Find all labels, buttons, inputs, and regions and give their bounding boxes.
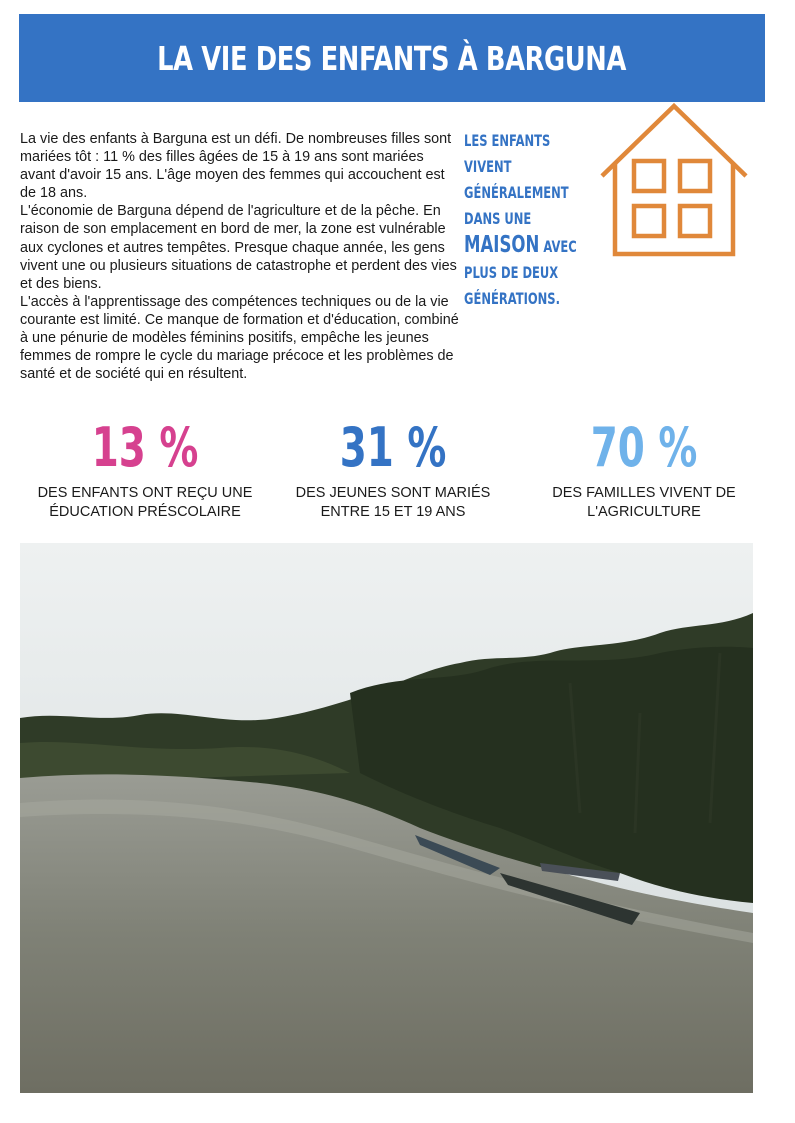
callout-line: PLUS DE DEUX <box>464 263 559 282</box>
river-photo <box>20 543 753 1093</box>
title-banner <box>19 14 765 102</box>
stat-caption-line: DES JEUNES SONT MARIÉS <box>295 485 491 501</box>
callout-line: VIVENT <box>464 157 512 176</box>
stat-caption <box>278 484 508 522</box>
stat-value: 70 % <box>590 416 698 479</box>
paragraph: L'économie de Barguna dépend de l'agriculture et de la pêche. En raison de son emplacement en bord de mer, la zone est vulnérable aux cyclones et autres tempêtes. Presque chaque année, les gens vivent une ou plusieurs situations de catastrophe et perdent des vies et des biens. <box>20 203 457 292</box>
house-icon <box>596 100 752 260</box>
stat-caption <box>20 484 270 522</box>
callout-line: GÉNÉRALEMENT <box>464 183 569 202</box>
stat-caption <box>528 484 760 522</box>
stat-caption-line: ENTRE 15 ET 19 ANS <box>320 504 466 520</box>
stat-caption-line: ÉDUCATION PRÉSCOLAIRE <box>49 504 241 520</box>
stat-caption-line: DES ENFANTS ONT REÇU UNE <box>37 485 253 501</box>
stat-married <box>278 418 508 522</box>
stat-caption-line: DES FAMILLES VIVENT DE <box>552 485 736 501</box>
household-callout <box>464 128 609 312</box>
stat-value: 13 % <box>91 416 199 479</box>
stat-value: 31 % <box>339 416 447 479</box>
body-text <box>20 130 460 383</box>
page-title: LA VIE DES ENFANTS À BARGUNA <box>157 38 627 78</box>
callout-line-emphasis <box>464 232 577 260</box>
callout-line: LES ENFANTS <box>464 131 551 150</box>
paragraph: La vie des enfants à Barguna est un défi. De nombreuses filles sont mariées tôt : 11 % des filles âgées de 15 à 19 ans sont mariées avant d'avoir 15 ans. L'âge moyen des femmes qui accouchent est de 18 ans. <box>20 131 452 202</box>
callout-emphasis-rest: AVEC <box>539 237 577 256</box>
callout-line: DANS UNE <box>464 209 532 228</box>
callout-emphasis-word: MAISON <box>464 232 540 258</box>
stat-caption-line: L'AGRICULTURE <box>587 504 701 520</box>
paragraph: L'accès à l'apprentissage des compétences techniques ou de la vie courante est limité. Ce manque de formation et d'éducation, combiné à une pénurie de modèles féminins positifs, empêche les jeunes femmes de rompre le cycle du mariage précoce et les problèmes de santé et de société qui en résultent. <box>20 293 459 383</box>
callout-line: GÉNÉRATIONS. <box>464 289 560 308</box>
stat-agriculture <box>528 418 760 522</box>
stat-preschool <box>20 418 270 522</box>
